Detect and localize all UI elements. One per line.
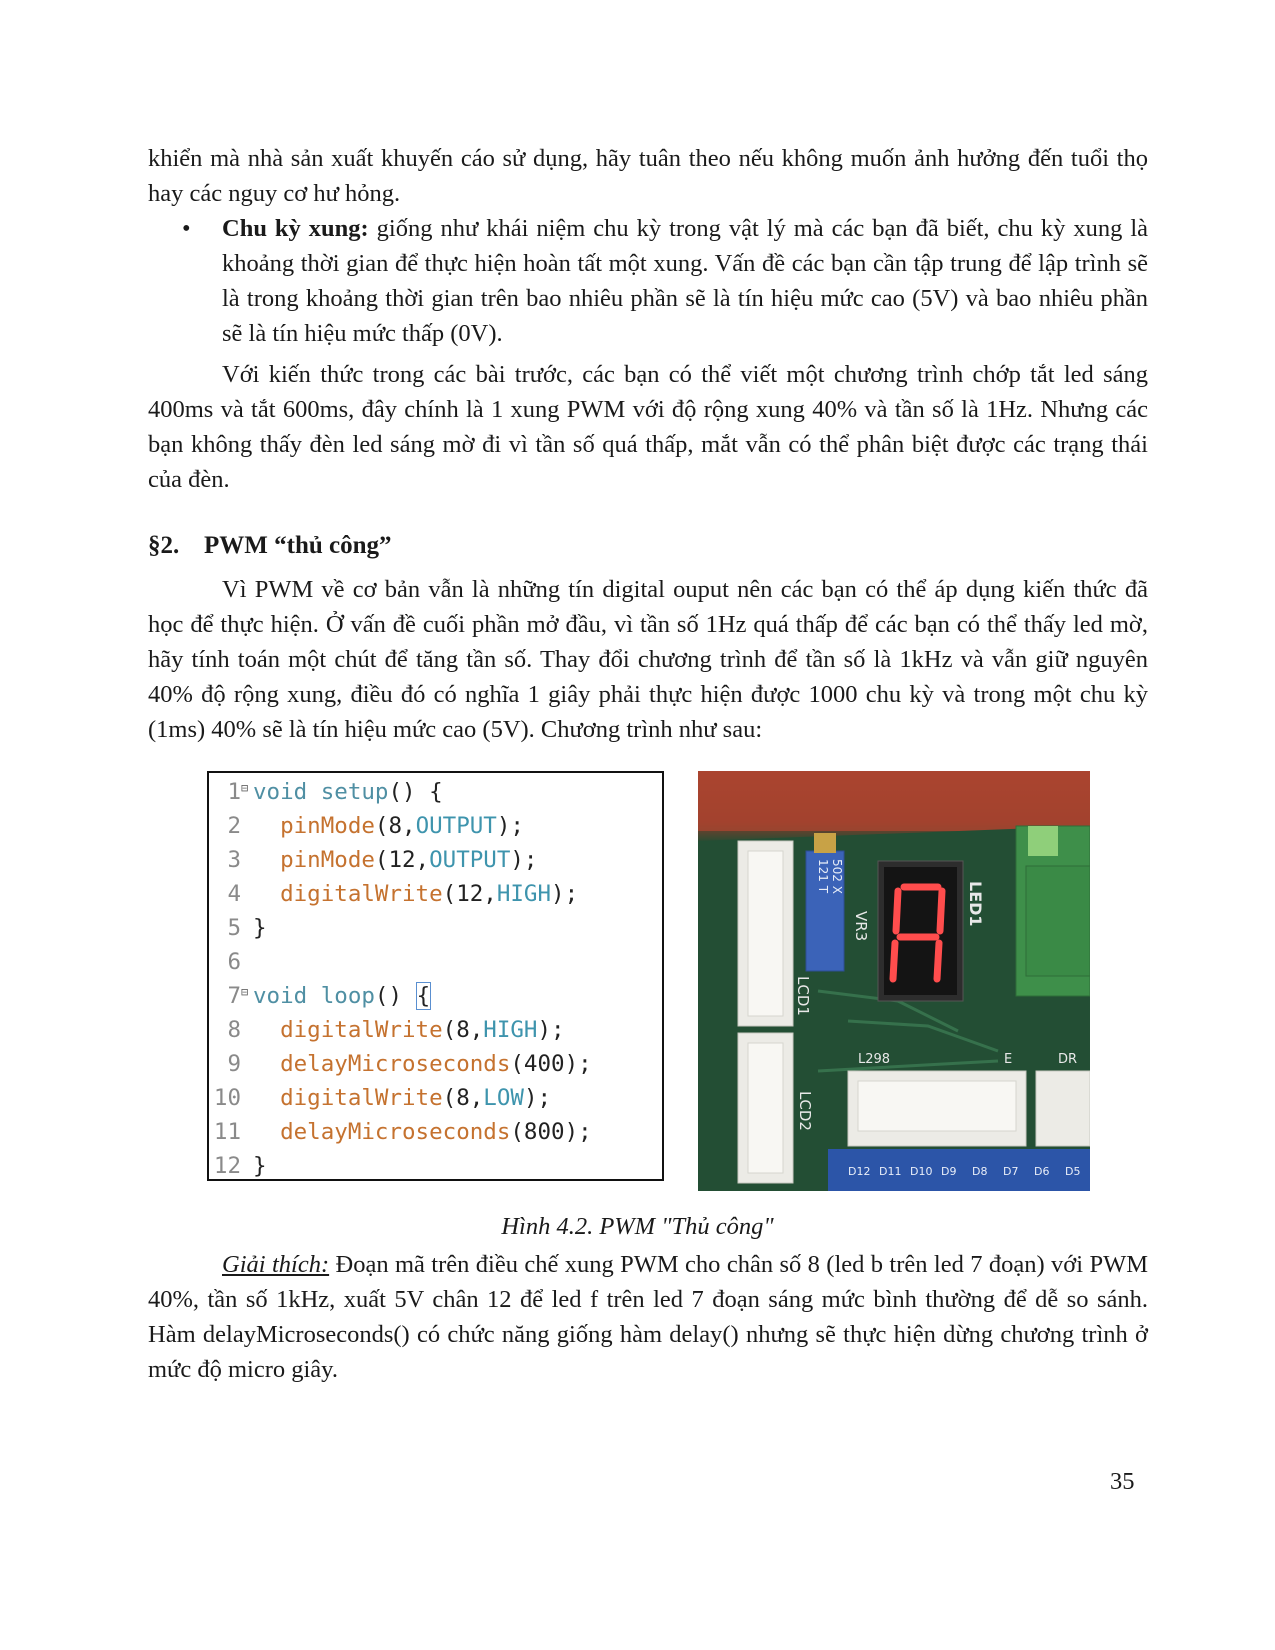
line-number: 8 [227,1017,241,1043]
code-token: pinMode [280,847,375,873]
page-number: 35 [1110,1468,1135,1495]
led-label: LED1 [966,881,985,927]
lcd2-label: LCD2 [796,1091,814,1131]
pin-label: D5 [1065,1165,1081,1178]
fold-toggle-icon[interactable]: ⊟ [241,985,249,999]
code-token: setup [320,779,389,805]
code-token: digitalWrite [280,1085,443,1111]
code-line [209,1115,662,1149]
code-line [209,1047,662,1081]
section-heading [148,528,392,563]
code-token: ); [523,1085,552,1111]
code-token [253,813,280,839]
code-token: () { [388,779,443,805]
code-token [253,1085,280,1111]
pin-label: D11 [879,1165,902,1178]
code-token: ); [551,881,579,907]
code-token: HIGH [483,1017,538,1043]
code-token: (12, [374,847,430,873]
bullet-description: giống như khái niệm chu kỳ trong vật lý mà các bạn đã biết, chu kỳ xung là khoảng thời gian để thực hiện hoàn tất một xung. Vấn đề các bạn cần tập trung để lập trình sẽ là trong khoảng thời gian trên bao nhiêu phần sẽ là tín hiệu mức cao (5V) và bao nhiêu phần sẽ là tín hiệu mức thấp (0V). [222,215,1148,347]
code-token: (12, [442,881,497,907]
code-token: (800); [510,1119,592,1145]
code-token: delayMicroseconds [280,1119,511,1145]
code-token: HIGH [496,881,552,907]
code-line [209,877,662,911]
line-number: 10 [213,1085,241,1111]
figure-caption: Hình 4.2. PWM "Thủ công" [501,1213,774,1240]
code-token: void [253,983,308,1009]
code-token: pinMode [280,813,375,839]
code-token: (8, [374,813,416,839]
code-token: loop [320,983,375,1009]
code-token: digitalWrite [280,1017,443,1043]
pin-label: D9 [941,1165,957,1178]
line-number: 6 [227,949,241,975]
bullet-term: Chu kỳ xung: [222,215,369,242]
code-token: digitalWrite [280,881,443,907]
code-token: () [374,983,416,1009]
line-number: 7 [227,983,241,1009]
line-number: 1 [227,779,241,805]
code-line [209,775,662,809]
line-number: 2 [227,813,241,839]
code-token: } [253,1153,267,1179]
line-number: 5 [227,915,241,941]
paragraph-manual-pwm: Vì PWM về cơ bản vẫn là những tín digital ouput nên các bạn có thể áp dụng kiến thức đã học để thực hiện. Ở vấn đề cuối phần mở đầu, vì tần số 1Hz quá thấp để các bạn có thể thấy led mờ, hãy tính toán một chút để tăng tần số. Thay đổi chương trình để tần số là 1kHz và vẫn giữ nguyên 40% độ rộng xung, điều đó có nghĩa 1 giây phải thực hiện được 1000 chu kỳ và trong một chu kỳ (1ms) 40% sẽ là tín hiệu mức cao (5V). Chương trình như sau: [148,576,1148,743]
code-token: LOW [483,1085,524,1111]
code-token [307,983,321,1009]
explanation-label: Giải thích: [222,1251,330,1278]
code-token [253,1119,280,1145]
code-token: } [253,915,267,941]
pot-label-top: 121 T [816,859,830,894]
bullet-text [222,211,1148,351]
pot-label-bottom: 502 X [830,859,844,894]
code-token: void [253,779,308,805]
code-token: (8, [442,1017,484,1043]
code-line [209,1149,662,1183]
line-number: 3 [227,847,241,873]
paragraph-explanation [148,1247,1148,1387]
board-photo [698,771,1090,1191]
cursor-brace: { [416,983,431,1009]
code-line [209,1081,662,1115]
code-line [209,809,662,843]
code-line [209,945,662,979]
code-token: (8, [442,1085,484,1111]
code-token: OUTPUT [415,813,497,839]
code-token: delayMicroseconds [280,1051,511,1077]
section-title: PWM “thủ công” [204,532,392,559]
lcd1-label: LCD1 [794,976,812,1016]
pin-label: D6 [1034,1165,1050,1178]
code-line [209,843,662,877]
code-line [209,911,662,945]
paragraph-intro-blink: Với kiến thức trong các bài trước, các bạn có thể viết một chương trình chớp tắt led sáng 400ms và tắt 600ms, đây chính là 1 xung PWM với độ rộng xung 40% và tần số là 1Hz. Nhưng các bạn không thấy đèn led sáng mờ đi vì tần số quá thấp, mắt vẫn có thể phân biệt được các trạng thái của đèn. [148,361,1148,493]
pin-label: D7 [1003,1165,1019,1178]
pin-label: D10 [910,1165,933,1178]
code-token [253,1017,280,1043]
code-token: ); [537,1017,565,1043]
code-token: (400); [510,1051,592,1077]
code-line [209,979,662,1013]
e-label: E [1004,1052,1013,1067]
fold-toggle-icon[interactable]: ⊟ [241,781,249,795]
code-listing [207,771,664,1181]
line-number: 9 [227,1051,241,1077]
pin-label: D8 [972,1165,988,1178]
vr-label: VR3 [852,911,870,942]
code-token [253,847,280,873]
paragraph-continuation: khiển mà nhà sản xuất khuyến cáo sử dụng, hãy tuân theo nếu không muốn ảnh hưởng đến tuổi thọ hay các nguy cơ hư hỏng. [148,145,1148,207]
pin-label: D12 [848,1165,871,1178]
code-token: OUTPUT [429,847,511,873]
code-line [209,1013,662,1047]
line-number: 4 [227,881,241,907]
pcb-illustration [698,771,1090,1191]
dr-label: DR [1058,1052,1078,1067]
bullet-icon: • [182,215,191,242]
line-number: 12 [213,1153,241,1179]
explanation-text: Đoạn mã trên điều chế xung PWM cho chân số 8 (led b trên led 7 đoạn) với PWM 40%, tần số 1kHz, xuất 5V chân 12 để led f trên led 7 đoạn sáng mức bình thường để dễ so sánh. Hàm delayMicroseconds() có chức năng giống hàm delay() nhưng sẽ thực hiện dừng chương trình ở mức độ micro giây. [148,1251,1148,1383]
code-token [253,881,280,907]
code-token [307,779,321,805]
code-token: ); [496,813,524,839]
code-token [253,1051,280,1077]
bullet-item-pulse-period [148,211,1148,351]
line-number: 11 [213,1119,241,1145]
section-number: §2. [148,532,180,559]
l298-label: L298 [858,1052,891,1067]
code-token: ); [510,847,538,873]
